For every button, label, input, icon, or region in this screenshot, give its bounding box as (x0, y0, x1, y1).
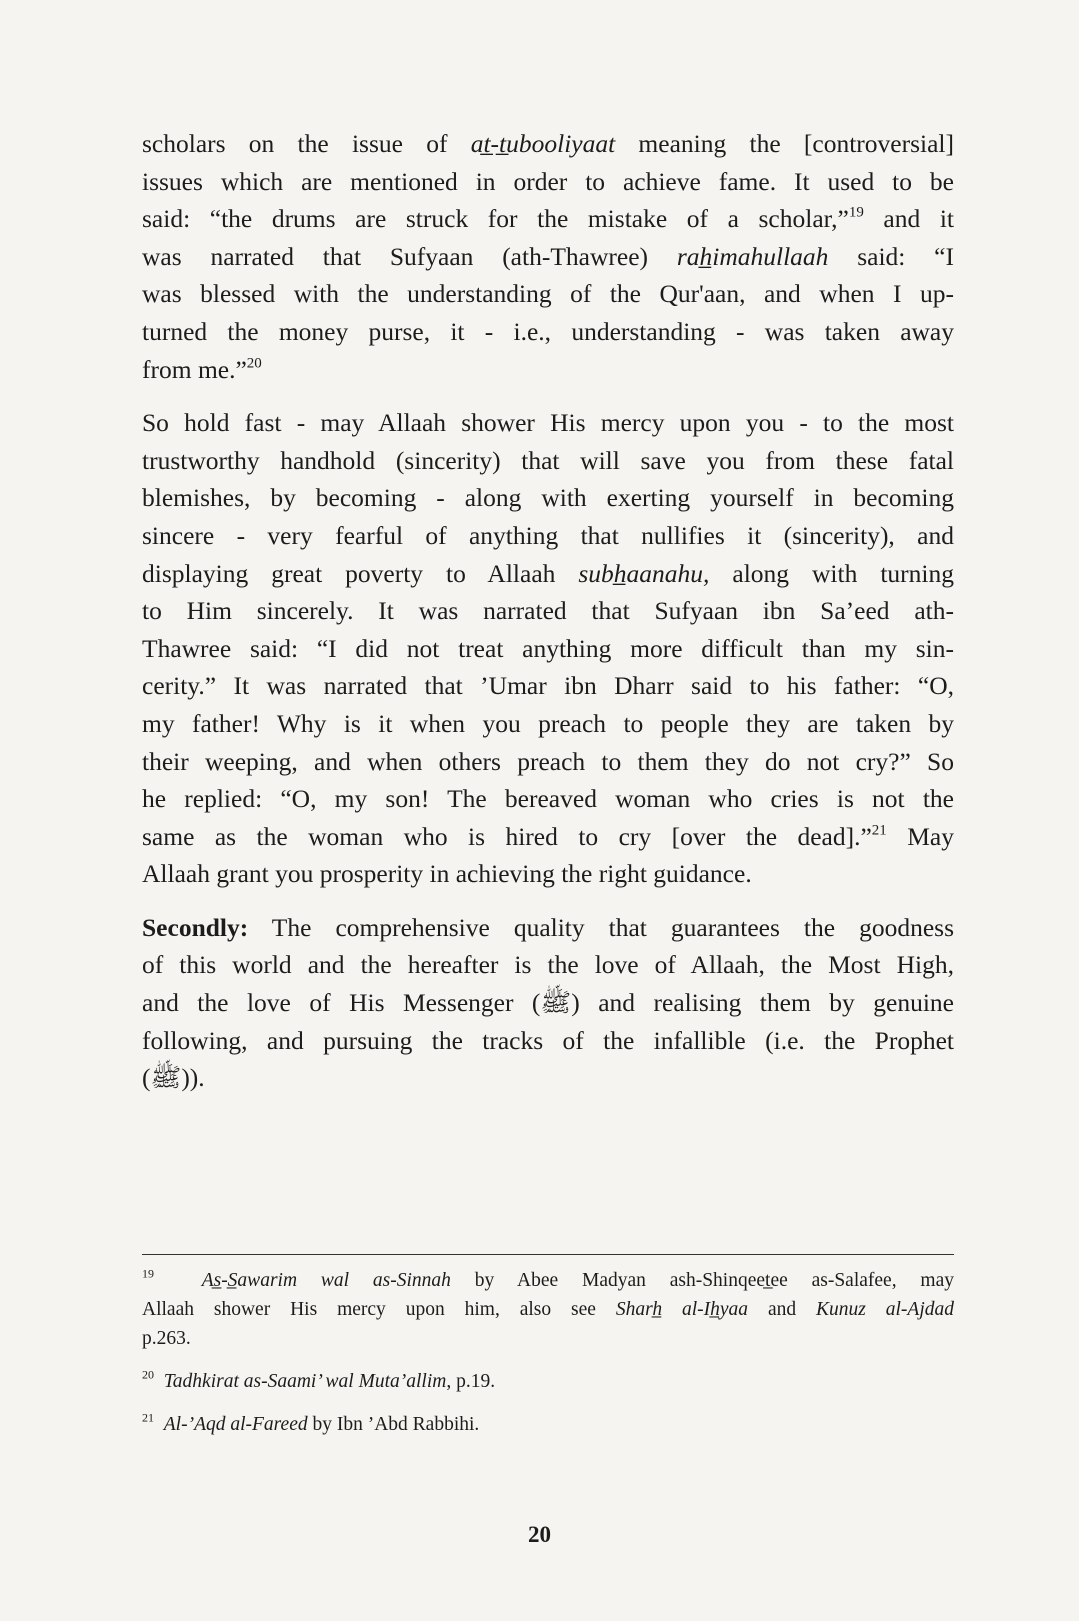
text-segment (154, 1371, 164, 1392)
text-segment: displaying great poverty to Allaah (142, 558, 579, 588)
text-line (142, 984, 954, 1022)
footnote (142, 1266, 954, 1353)
text-segment: cerity.” It was narrated that ’Umar ibn Dharr said to his father: “O, (142, 671, 954, 701)
text-segment: The comprehensive quality that guarantees the goodness (248, 912, 954, 942)
text-line (142, 517, 954, 555)
text-segment: issues which are mentioned in order to achieve fame. It used to be (142, 166, 954, 196)
text-line (142, 313, 954, 351)
text-line (142, 667, 954, 705)
footnote-divider (142, 1254, 954, 1255)
text-segment: blemishes, by becoming - along with exerting yourself in becoming (142, 483, 954, 513)
body-text (142, 125, 954, 1113)
italic-term: Tadhkirat as-Saami’ wal Muta’allim (163, 1371, 447, 1392)
text-line (142, 404, 954, 442)
text-line (142, 1324, 954, 1353)
bold-heading: Secondly: (142, 912, 249, 942)
footnote (142, 1367, 954, 1396)
text-segment: same as the woman who is hired to cry [over the dead].” (142, 821, 872, 851)
text-segment: my father! Why is it when you preach to people they are taken by (142, 708, 954, 738)
text-segment (154, 1414, 164, 1435)
text-line (142, 630, 954, 668)
text-line (142, 705, 954, 743)
text-segment: their weeping, and when others preach to them they do not cry?” So (142, 746, 954, 776)
text-line (142, 855, 954, 893)
text-segment: (ﷺ)). (142, 1063, 205, 1093)
text-line (142, 351, 954, 389)
text-segment: meaning the [controversial] (615, 129, 954, 158)
text-segment: May (886, 821, 954, 851)
text-line (142, 479, 954, 517)
text-line (142, 238, 954, 276)
text-segment: and (748, 1299, 817, 1320)
text-segment: was narrated that Sufyaan (ath-Thawree) (142, 241, 677, 271)
text-segment: from me.” (142, 354, 247, 384)
text-segment: by Ibn ’Abd Rabbihi. (307, 1414, 480, 1435)
text-line (142, 555, 954, 593)
footnote-marker: 21 (142, 1410, 154, 1425)
text-line (142, 1367, 954, 1396)
text-segment: and it (863, 204, 954, 234)
paragraph (142, 909, 954, 1097)
text-segment: following, and pursuing the tracks of the infallible (i.e. the Prophet (142, 1025, 954, 1055)
text-segment: Thawree said: “I did not treat anything more difficult than my sin- (142, 633, 954, 663)
footnote-marker: 21 (871, 822, 887, 839)
text-segment (154, 1270, 202, 1291)
text-line (142, 163, 954, 201)
text-segment: scholars on the issue of (142, 129, 471, 158)
text-segment: and the love of His Messenger (ﷺ) and realising them by genuine (142, 988, 954, 1018)
text-line (142, 946, 954, 984)
text-line (142, 1266, 954, 1295)
italic-term: at̲-t̲ubooliyaat (470, 129, 616, 158)
text-segment: So hold fast - may Allaah shower His mercy upon you - to the most (142, 408, 954, 438)
text-segment: Allaah shower His mercy upon him, also see (142, 1299, 616, 1320)
italic-term: Al-’Aqd al-Fareed (163, 1414, 308, 1435)
text-segment: was blessed with the understanding of the Qur'aan, and when I up- (142, 279, 954, 309)
text-segment: Allaah grant you prosperity in achieving the right guidance. (142, 859, 752, 889)
paragraph (142, 125, 954, 388)
text-segment: by Abee Madyan ash-Shinqeet̲ee as-Salafee, may (450, 1270, 954, 1291)
text-segment: to Him sincerely. It was narrated that Sufyaan ibn Sa’eed ath- (142, 596, 954, 626)
text-segment: trustworthy handhold (sincerity) that will save you from these fatal (142, 445, 954, 475)
footnote-marker: 19 (848, 204, 864, 221)
text-line (142, 1022, 954, 1060)
text-line (142, 200, 954, 238)
text-segment: along with turning (709, 558, 954, 588)
text-line (142, 275, 954, 313)
text-segment: p.263. (142, 1328, 191, 1349)
text-line (142, 818, 954, 856)
italic-term: rah̲imahullaah (676, 241, 829, 271)
text-line (142, 1059, 954, 1097)
footnotes (142, 1266, 954, 1453)
text-segment: said: “the drums are struck for the mistake of a scholar,” (142, 204, 849, 234)
text-segment: he replied: “O, my son! The bereaved woman who cries is not the (142, 784, 954, 814)
text-line (142, 592, 954, 630)
paragraph (142, 404, 954, 893)
italic-term: Kunuz al-Ajdad (816, 1299, 955, 1320)
footnote-marker: 20 (246, 355, 262, 372)
footnote (142, 1410, 954, 1439)
text-segment: , p.19. (446, 1371, 496, 1392)
italic-term: subh̲aanahu, (578, 558, 710, 588)
text-line (142, 442, 954, 480)
text-line (142, 1410, 954, 1439)
text-line (142, 125, 954, 163)
text-segment: of this world and the hereafter is the love of Allaah, the Most High, (142, 950, 954, 980)
text-line (142, 909, 954, 947)
page-number: 20 (528, 1522, 551, 1547)
text-segment: said: “I (828, 241, 954, 271)
footnote-marker: 20 (142, 1367, 154, 1382)
text-segment: turned the money purse, it - i.e., understanding - was taken away (142, 316, 954, 346)
text-segment: sincere - very fearful of anything that nullifies it (sincerity), and (142, 520, 954, 550)
text-line (142, 743, 954, 781)
text-line (142, 1295, 954, 1324)
text-line (142, 780, 954, 818)
italic-term: As̲-S̲awarim wal as-Sinnah (201, 1270, 451, 1291)
italic-term: Sharh̲ al-Ih̲yaa (615, 1299, 749, 1320)
footnote-marker: 19 (142, 1266, 154, 1281)
